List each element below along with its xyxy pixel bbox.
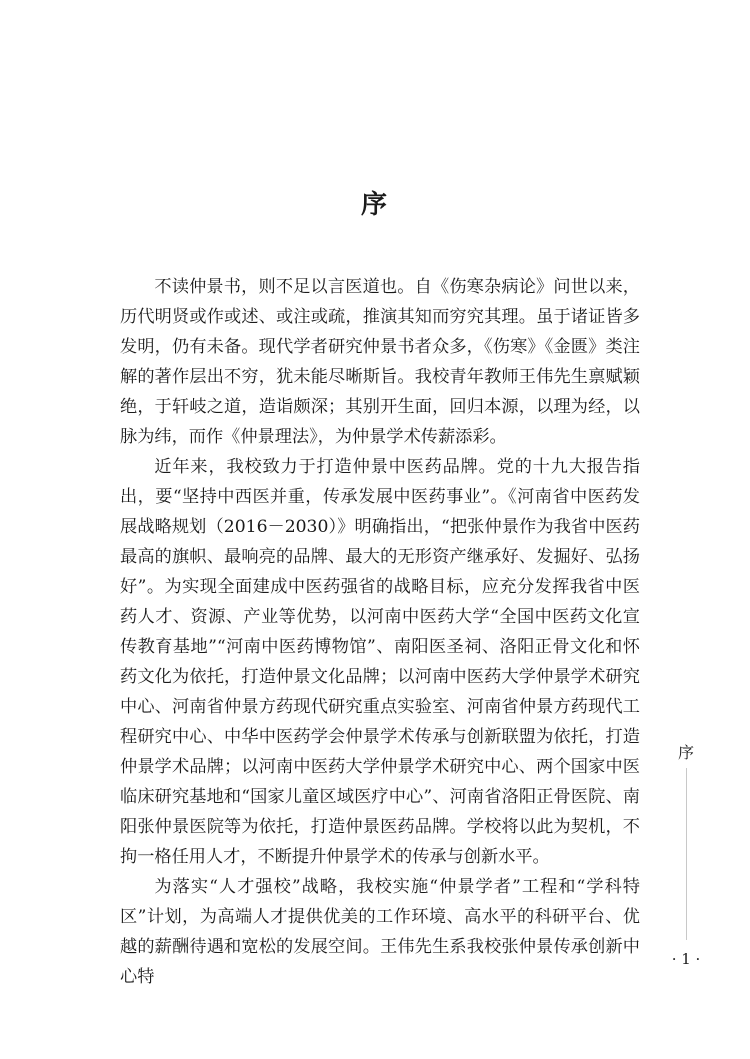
side-section-label: 序 <box>677 743 694 762</box>
body-text <box>120 272 640 992</box>
paragraph-1: 不读仲景书，则不足以言医道也。自《伤寒杂病论》问世以来，历代明贤或作或述、或注或疏，推演其知而穷究其理。虽于诸证皆多发明，仍有未备。现代学者研究仲景书者众多，《伤寒》《金匮》类注解的著作层出不穷，犹未能尽晰斯旨。我校青年教师王伟先生禀赋颖绝，于轩岐之道，造诣颇深；其别开生面，回归本源，以理为经，以脉为纬，而作《仲景理法》，为仲景学术传薪添彩。 <box>120 277 640 447</box>
paragraph-3: 为落实“人才强校”战略，我校实施“仲景学者”工程和“学科特区”计划，为高端人才提供优美的工作环境、高水平的科研平台、优越的薪酬待遇和宽松的发展空间。王伟先生系我校张仲景传承创新中心特 <box>120 877 640 987</box>
page-number: · 1 · <box>671 950 701 968</box>
side-divider <box>686 768 687 940</box>
page-title: 序 <box>360 190 389 220</box>
paragraph-2: 近年来，我校致力于打造仲景中医药品牌。党的十九大报告指出，要“坚持中西医并重，传承发展中医药事业”。《河南省中医药发展战略规划（2016－2030）》明确指出，“把张仲景作为我省中医药最高的旗帜、最响亮的品牌、最大的无形资产继承好、发掘好、弘扬好”。为实现全面建成中医药强省的战略目标，应充分发挥我省中医药人才、资源、产业等优势，以河南中医药大学“全国中医药文化宣传教育基地”“河南中医药博物馆”、南阳医圣祠、洛阳正骨文化和怀药文化为依托，打造仲景文化品牌；以河南中医药大学仲景学术研究中心、河南省仲景方药现代研究重点实验室、河南省仲景方药现代工程研究中心、中华中医药学会仲景学术传承与创新联盟为依托，打造仲景学术品牌；以河南中医药大学仲景学术研究中心、两个国家中医临床研究基地和“国家儿童区域医疗中心”、河南省洛阳正骨医院、南阳张仲景医院等为依托，打造仲景医药品牌。学校将以此为契机，不拘一格任用人才，不断提升仲景学术的传承与创新水平。 <box>120 457 640 867</box>
